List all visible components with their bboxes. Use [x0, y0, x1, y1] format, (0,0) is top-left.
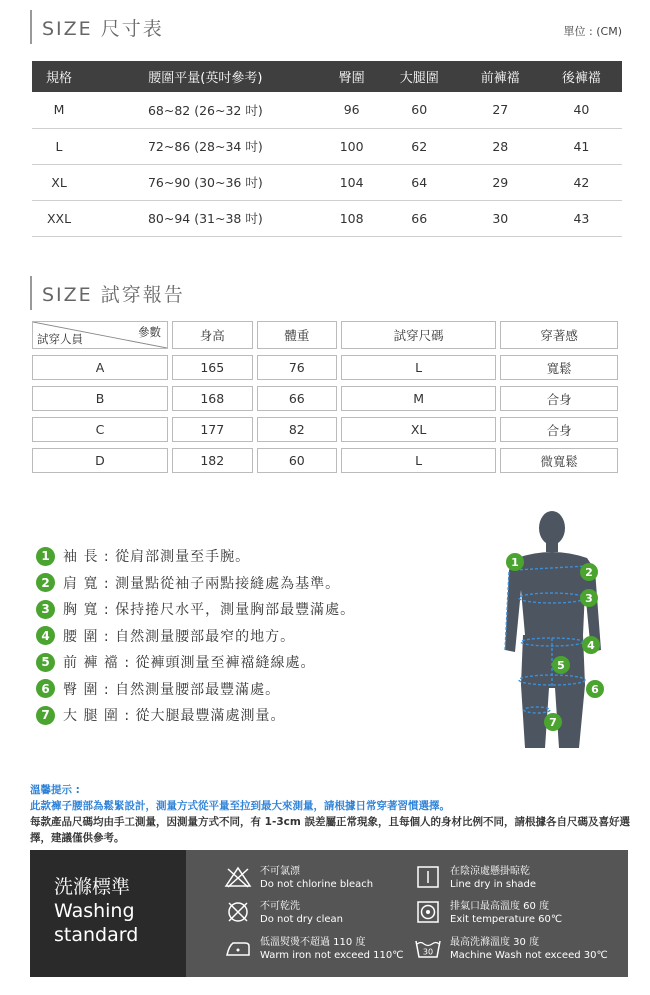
- care-text-en: Do not dry clean: [260, 914, 344, 925]
- number-badge: 2: [36, 573, 55, 592]
- number-badge: 1: [36, 547, 55, 566]
- heading-bar: [30, 10, 32, 44]
- care-text-zh: 低溫熨燙不超過 110 度: [260, 937, 366, 948]
- header-waist: 腰圍平量(英吋參考): [86, 61, 325, 92]
- notes-elastic-waist: 此款褲子腰部為鬆緊設計，測量方式從平量至拉到最大來測量，請根據日常穿著習慣選擇。: [30, 800, 450, 812]
- notes-title: 溫馨提示 :: [30, 784, 80, 796]
- cell-front-rise: 28: [460, 128, 541, 164]
- figure-badge-6: 6: [591, 683, 599, 696]
- cell-hip: 108: [325, 200, 379, 236]
- cell-size: M: [32, 92, 86, 128]
- machine-wash-30-icon: [414, 936, 442, 960]
- unit-note: 單位 : (CM): [563, 25, 622, 38]
- cell-try-size: XL: [341, 417, 496, 442]
- notes-section: [30, 782, 630, 846]
- cell-weight: 76: [257, 355, 338, 380]
- care-no-dry-clean: [224, 900, 343, 926]
- header-feel: 穿著感: [500, 321, 618, 349]
- care-tumble-dry: [414, 900, 562, 926]
- cell-waist: 72~86 (28~34 吋): [86, 128, 325, 164]
- care-machine-wash: [414, 936, 608, 962]
- number-badge: 6: [36, 679, 55, 698]
- care-text-en: Exit temperature 60℃: [450, 914, 563, 925]
- notes-measurement-disclaimer: 每款產品尺碼均由手工測量，因測量方式不同，有 1-3cm 誤差屬正常現象，且每個人的身材比例不同，請根據各自尺碼及喜好選擇，建議僅供參考。: [30, 816, 630, 844]
- cell-try-size: L: [341, 355, 496, 380]
- cell-thigh: 62: [379, 128, 460, 164]
- figure-badge-4: 4: [587, 639, 595, 652]
- care-text-en: Warm iron not exceed 110℃: [260, 950, 404, 961]
- table-row: [32, 448, 618, 473]
- care-text-en: Line dry in shade: [450, 879, 537, 890]
- table-row: [32, 386, 618, 411]
- list-item: [36, 596, 355, 623]
- list-item: [36, 649, 355, 676]
- header-hip: 臀圍: [325, 61, 379, 92]
- header-size: 規格: [32, 61, 86, 92]
- header-thigh: 大腿圍: [379, 61, 460, 92]
- corner-cell: [32, 321, 168, 349]
- cell-height: 182: [172, 448, 253, 473]
- cell-feel: 寬鬆: [500, 355, 618, 380]
- care-symbols: [186, 850, 628, 977]
- table-row: [32, 355, 618, 380]
- cell-weight: 82: [257, 417, 338, 442]
- cell-feel: 合身: [500, 386, 618, 411]
- cell-waist: 80~94 (31~38 吋): [86, 200, 325, 236]
- cell-size: XXL: [32, 200, 86, 236]
- measurement-text: 臀 圍 : 自然測量腰部最豐滿處。: [63, 681, 281, 698]
- heading-bar: [30, 276, 32, 310]
- washing-label-en1: Washing: [54, 900, 135, 922]
- figure-badge-5: 5: [557, 659, 565, 672]
- cell-height: 168: [172, 386, 253, 411]
- cell-thigh: 64: [379, 164, 460, 200]
- measurement-text: 胸 寬 : 保持捲尺水平，測量胸部最豐滿處。: [63, 602, 356, 619]
- table-row: [32, 164, 622, 200]
- try-on-table: [28, 321, 622, 473]
- care-text-zh: 不可乾洗: [260, 901, 300, 912]
- cell-thigh: 66: [379, 200, 460, 236]
- size-chart-title: SIZE 尺寸表: [42, 17, 164, 40]
- list-item: [36, 623, 355, 650]
- cell-person: C: [32, 417, 168, 442]
- cell-person: A: [32, 355, 168, 380]
- measurement-text: 前 褲 襠 : 從褲頭測量至褲襠縫線處。: [63, 655, 316, 672]
- header-back-rise: 後褲襠: [541, 61, 622, 92]
- wash-temp-label: 30: [422, 947, 434, 957]
- cell-weight: 60: [257, 448, 338, 473]
- care-text-zh: 在陰涼處懸掛晾乾: [450, 866, 530, 877]
- list-item: [36, 570, 355, 597]
- number-badge: 5: [36, 653, 55, 672]
- care-no-bleach: [224, 865, 373, 891]
- try-on-header: [32, 321, 618, 349]
- cell-front-rise: 29: [460, 164, 541, 200]
- line-dry-shade-icon: [414, 865, 442, 889]
- header-height: 身高: [172, 321, 253, 349]
- measurement-text: 大 腿 圍 : 從大腿最豐滿處測量。: [63, 708, 286, 725]
- cell-weight: 66: [257, 386, 338, 411]
- cell-front-rise: 30: [460, 200, 541, 236]
- size-table-header: [32, 61, 622, 92]
- cell-hip: 104: [325, 164, 379, 200]
- size-chart-heading: [30, 10, 164, 44]
- try-on-heading: [30, 276, 185, 310]
- size-table: [32, 61, 622, 237]
- washing-panel: [30, 850, 628, 977]
- care-line-dry-shade: [414, 865, 536, 891]
- cell-height: 165: [172, 355, 253, 380]
- measurement-list: [36, 543, 355, 729]
- no-dry-clean-icon: [224, 900, 252, 924]
- body-silhouette: [505, 511, 601, 748]
- measurement-text: 肩 寬 : 測量點從袖子兩點接縫處為基準。: [63, 575, 341, 592]
- cell-person: D: [32, 448, 168, 473]
- table-row: [32, 417, 618, 442]
- corner-param-label: 參數: [138, 325, 161, 339]
- care-text-zh: 排氣口最高溫度 60 度: [450, 901, 550, 912]
- measurement-text: 腰 圍 : 自然測量腰部最窄的地方。: [63, 628, 296, 645]
- cell-thigh: 60: [379, 92, 460, 128]
- number-badge: 7: [36, 706, 55, 725]
- body-measurement-figure: [495, 510, 610, 750]
- number-badge: 4: [36, 626, 55, 645]
- table-row: [32, 128, 622, 164]
- cell-waist: 68~82 (26~32 吋): [86, 92, 325, 128]
- cell-person: B: [32, 386, 168, 411]
- table-row: [32, 92, 622, 128]
- figure-badge-7: 7: [549, 716, 557, 729]
- figure-badge-3: 3: [585, 592, 593, 605]
- table-row: [32, 200, 622, 236]
- care-text-en: Machine Wash not exceed 30℃: [450, 950, 608, 961]
- try-on-title: SIZE 試穿報告: [42, 283, 185, 306]
- washing-label-en2: standard: [54, 924, 139, 946]
- care-text-zh: 不可氯漂: [260, 866, 300, 877]
- washing-label: [30, 850, 186, 977]
- no-bleach-icon: [224, 865, 252, 889]
- iron-low-icon: [224, 936, 252, 960]
- tumble-dry-60-icon: [414, 900, 442, 924]
- cell-hip: 100: [325, 128, 379, 164]
- measurement-text: 袖 長 : 從肩部測量至手腕。: [63, 549, 251, 566]
- cell-back-rise: 40: [541, 92, 622, 128]
- cell-front-rise: 27: [460, 92, 541, 128]
- cell-feel: 微寬鬆: [500, 448, 618, 473]
- list-item: [36, 702, 355, 729]
- corner-person-label: 試穿人員: [37, 332, 83, 346]
- figure-badge-1: 1: [511, 556, 519, 569]
- cell-height: 177: [172, 417, 253, 442]
- cell-try-size: M: [341, 386, 496, 411]
- cell-waist: 76~90 (30~36 吋): [86, 164, 325, 200]
- number-badge: 3: [36, 600, 55, 619]
- care-text-en: Do not chlorine bleach: [260, 879, 374, 890]
- list-item: [36, 543, 355, 570]
- cell-back-rise: 43: [541, 200, 622, 236]
- cell-back-rise: 41: [541, 128, 622, 164]
- list-item: [36, 676, 355, 703]
- cell-hip: 96: [325, 92, 379, 128]
- header-try-size: 試穿尺碼: [341, 321, 496, 349]
- cell-back-rise: 42: [541, 164, 622, 200]
- washing-label-zh: 洗滌標準: [54, 876, 131, 898]
- care-iron-low: [224, 936, 403, 962]
- cell-try-size: L: [341, 448, 496, 473]
- header-front-rise: 前褲襠: [460, 61, 541, 92]
- care-text-zh: 最高洗滌溫度 30 度: [450, 937, 540, 948]
- cell-feel: 合身: [500, 417, 618, 442]
- cell-size: XL: [32, 164, 86, 200]
- cell-size: L: [32, 128, 86, 164]
- header-weight: 體重: [257, 321, 338, 349]
- figure-badge-2: 2: [585, 566, 593, 579]
